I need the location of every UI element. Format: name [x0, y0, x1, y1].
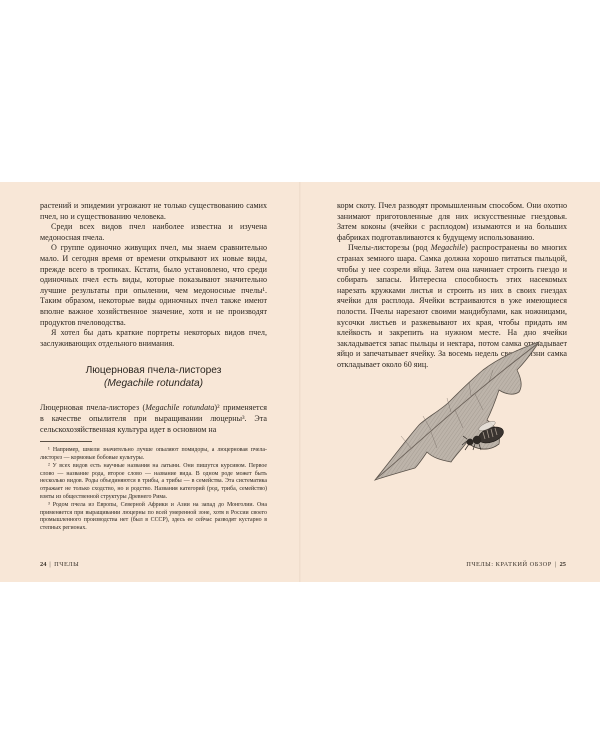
footnote-2: ² У всех видов есть научные названия на латыни. Они пишутся курсивом. Первое слово — название рода, второе слово — название вида. В одном роде может быть несколько видов. Роды объединяются в трибы, а трибы — в семейства. Эта систематика отражает не только сходство, но и родство. Названия категорий (род, триба, семейство) взяты из общественной структуры Древнего Рима. — [40, 463, 267, 500]
section-paragraph-rest: )² применяется в качестве опылителя при выращивании люцерны³. Эта сельскохозяйственная культура идет в основном на — [40, 403, 268, 434]
body-paragraph: Я хотел бы дать краткие портреты некоторых видов пчел, заслуживающих отдельного внимания. — [40, 328, 267, 348]
folio-right — [466, 561, 566, 568]
genus-name: Megachile — [430, 243, 465, 253]
body-paragraph: Среди всех видов пчел наиболее известна и изучена медоносная пчела. — [40, 222, 267, 242]
folio-separator: | — [49, 561, 52, 568]
leafcutter-bee-on-leaf-icon — [371, 340, 541, 485]
folio-left — [40, 561, 79, 568]
folio-separator: | — [554, 561, 557, 568]
section-paragraph — [40, 403, 267, 435]
page-number: 25 — [559, 561, 566, 568]
body-paragraph: О группе одиночно живущих пчел, мы знаем сравнительно мало. И сегодня время от времени открывают их новые виды, прежде всего в тропиках. Кстати, было установлено, что среди одиночных пчел есть виды, которые показывают значительно лучшие результаты при опылении, чем медоносные пчелы¹. Таким образом, некоторые виды одиночных пчел также имеют вполне важное хозяйственное значение, хотя и не производят продуктов пчеловодства. — [40, 243, 267, 327]
section-paragraph-italic: Megachile rotundata — [145, 403, 215, 413]
running-head: ПЧЕЛЫ: КРАТКИЙ ОБЗОР — [466, 561, 552, 568]
right-page — [301, 182, 600, 582]
book-spread — [0, 182, 600, 582]
footnote-divider — [40, 441, 92, 442]
footnotes — [40, 447, 267, 533]
paragraph-start: Пчелы-листорезы (род — [348, 243, 431, 253]
body-paragraph: растений и эпидемии угрожают не только существованию самих пчел, но и существованию человека. — [40, 201, 267, 221]
section-paragraph-start: Люцерновая пчела-листорез ( — [40, 403, 146, 413]
footnote-3: ³ Родом пчела из Европы, Северной Африки и Азии на запад до Монголии. Она применяется при выращивании люцерны по всей умеренной зоне, хотя в России своего промышленного производства нет (был в СССР), здесь ее сейчас разводят кустарно в степных регионах. — [40, 502, 267, 532]
section-heading — [40, 364, 267, 390]
section-latin-name: (Megachile rotundata) — [103, 378, 204, 390]
leafcutter-bee-illustration — [371, 340, 541, 485]
left-page-text — [40, 201, 267, 533]
running-head: ПЧЕЛЫ — [54, 561, 80, 568]
footnote-1: ¹ Например, шмели значительно лучше опыляют помидоры, а люцерновая пчела-листорез — кормовые бобовые культуры. — [40, 447, 267, 461]
section-title: Люцерновая пчела-листорез — [85, 365, 222, 377]
body-paragraph: корм скоту. Пчел разводят промышленным способом. Они охотно занимают приготовленные для них искусственные гнездовья. Затем коконы (ячейки с расплодом) изымаются и на больших фабриках подготавливаются к будущему использованию. — [337, 201, 567, 242]
left-page — [0, 182, 299, 582]
page-number: 24 — [40, 561, 47, 568]
paragraph-rest: ) распространены во многих странах земного шара. Самка должна хорошо питаться пыльцой, чтобы у нее созрели яйца. Затем она начинает строить гнездо и собирать запасы. Интересна способность этих насекомых нарезать кружками листья и строить из них в своих гнездах ячейки для расплода. Ячейки встраиваются в уже имеющиеся полости. Пчелы нарезают своими мандибулами, как ножницами, кусочки листьев и разжевывают их края, чтобы придать им клейкость и закрепить на нужном месте. На дно ячейки закладывается запас пыльцы и нектара, потом самка откладывает яйцо и запечатывает ячейку. За восемь недель своей жизни самка откладывает около 60 яиц. — [337, 243, 567, 369]
